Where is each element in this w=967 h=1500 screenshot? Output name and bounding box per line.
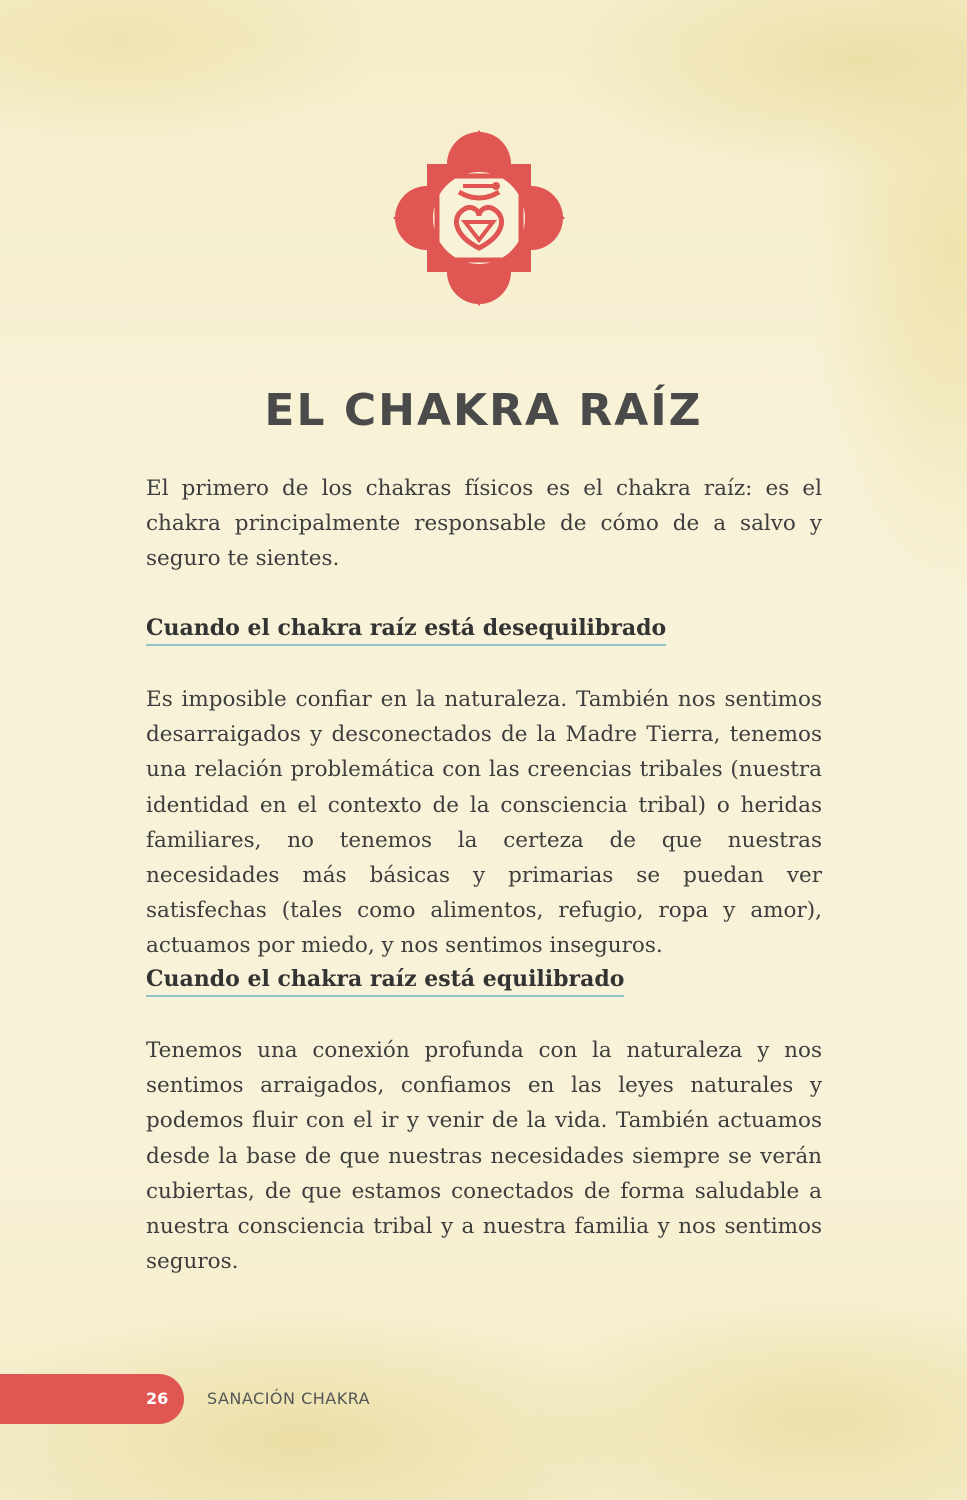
section-body-unbalanced: Es imposible confiar en la naturaleza. También nos sentimos desarraigados y desconectados de la Madre Tierra, tenemos una relación problemática con las creencias tribales (nuestra identidad en el contexto de la consciencia tribal) o heridas familiares, no tenemos la certeza de que nuestras necesidades más básicas y primarias se puedan ver satisfechas (tales como alimentos, refugio, ropa y amor), actuamos por miedo, y nos sentimos inseguros. <box>146 687 822 959</box>
root-chakra-icon <box>393 130 565 306</box>
intro-paragraph: El primero de los chakras físicos es el chakra raíz: es el chakra principalmente responsable de cómo de a salvo y seguro te sientes. <box>146 476 822 572</box>
page-number: 26 <box>146 1389 169 1408</box>
section-body-balanced: Tenemos una conexión profunda con la naturaleza y nos sentimos arraigados, confiamos en las leyes naturales y podemos fluir con el ir y venir de la vida. También actuamos desde la base de que nuestras necesidades siempre se verán cubiertas, de que estamos conectados de forma saludable a nuestra consciencia tribal y a nuestra familia y nos sentimos seguros. <box>146 1038 822 1275</box>
page-title: EL CHAKRA RAÍZ <box>264 385 703 436</box>
running-head: SANACIÓN CHAKRA <box>207 1389 371 1408</box>
section-heading-unbalanced: Cuando el chakra raíz está desequilibrado <box>146 613 666 646</box>
section-heading-balanced: Cuando el chakra raíz está equilibrado <box>146 964 624 997</box>
